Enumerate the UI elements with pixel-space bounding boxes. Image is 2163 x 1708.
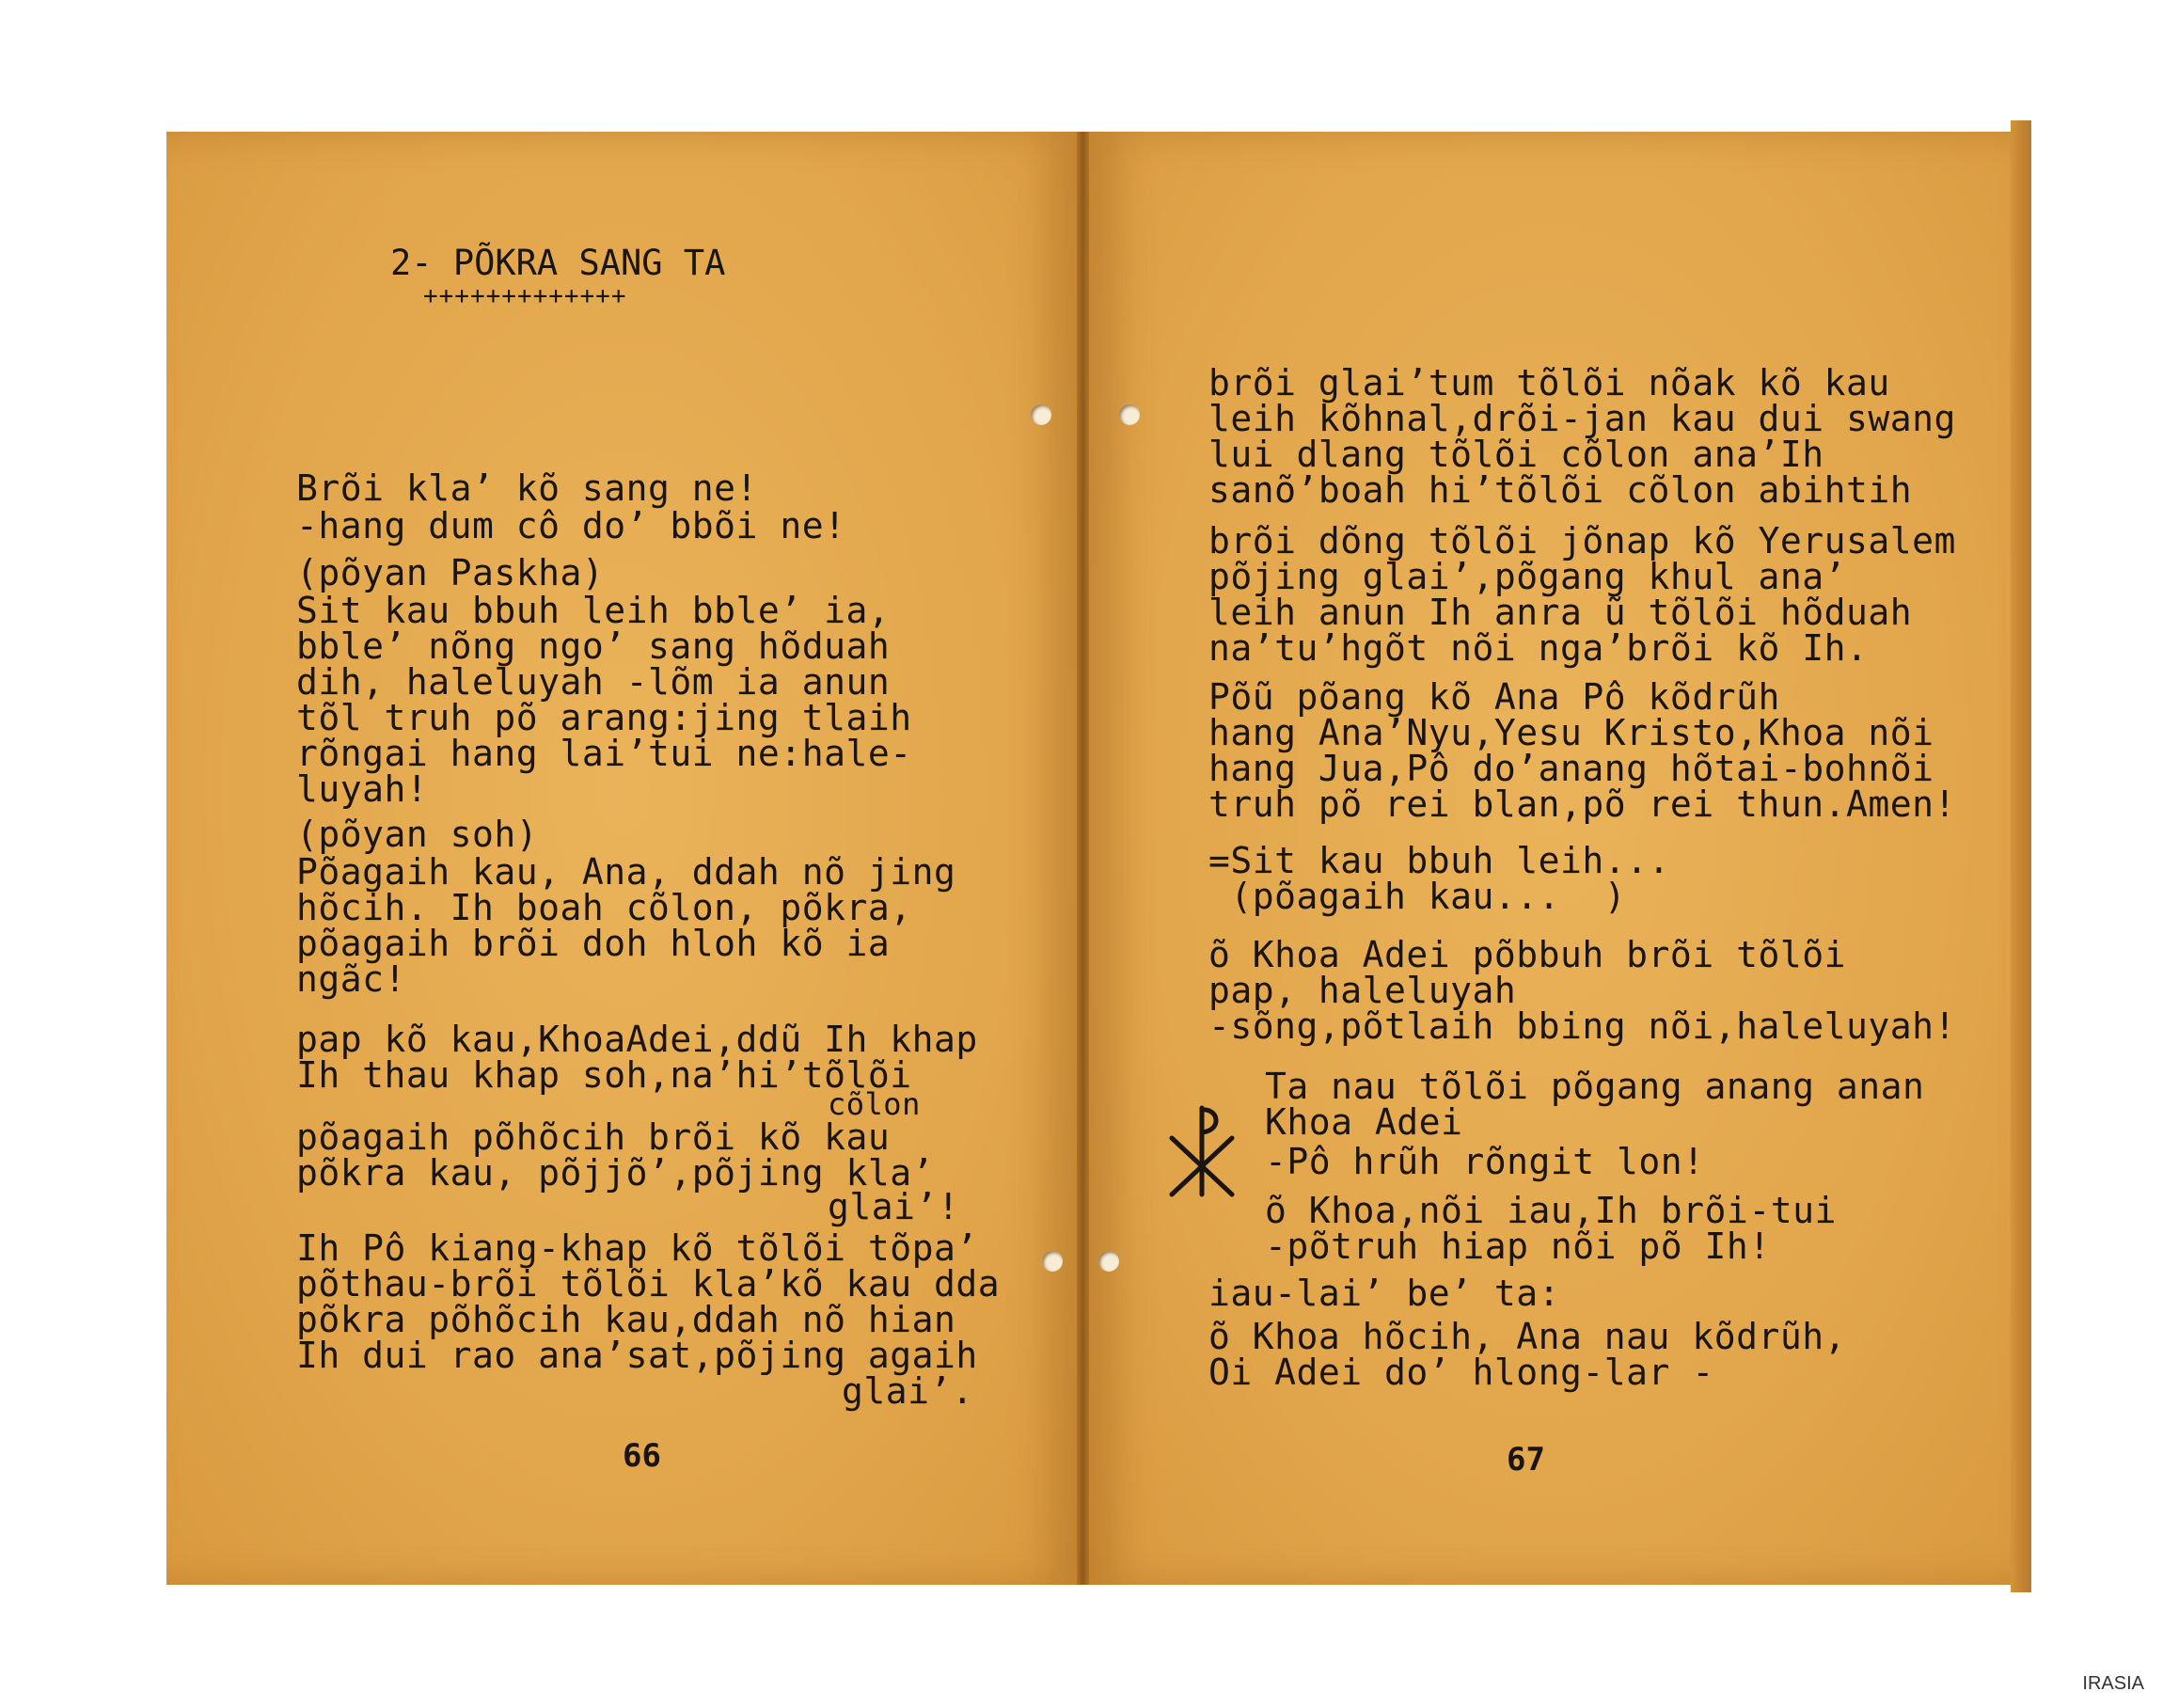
text-line: Ih thau khap soh,na’hi’tõlõi	[296, 1054, 912, 1096]
text-line: Ih Pô kiang-khap kõ tõlõi tõpa’	[296, 1227, 978, 1269]
book-gutter	[1077, 132, 1089, 1585]
text-line: ngãc!	[296, 958, 406, 1000]
text-line: lui dlang tõlõi cõlon ana’Ih	[1208, 434, 1824, 475]
binding-hole	[1119, 404, 1140, 425]
text-line: cõlon	[828, 1086, 921, 1122]
text-line: bble’ nõng ngo’ sang hõduah	[296, 625, 891, 667]
text-line: -Pô hrũh rõngit lon!	[1265, 1141, 1705, 1182]
text-line: Ih dui rao ana’sat,põjing agaih	[296, 1335, 978, 1376]
binding-hole	[1042, 1251, 1063, 1272]
watermark: IRASIA	[2082, 1673, 2144, 1694]
text-line: na’tu’hgõt nõi nga’brõi kõ Ih.	[1208, 627, 1869, 669]
text-line: sanõ’boah hi’tõlõi cõlon abihtih	[1208, 469, 1913, 511]
text-line: õ Khoa Adei põbbuh brõi tõlõi	[1208, 934, 1846, 975]
text-line: (põagaih kau... )	[1208, 876, 1627, 917]
page-number-right: 67	[1507, 1441, 1545, 1479]
text-line: luyah!	[296, 768, 429, 810]
text-line: põagaih põhõcih brõi kõ kau	[296, 1116, 891, 1158]
text-line: õ Khoa hõcih, Ana nau kõdrũh,	[1208, 1316, 1846, 1357]
text-line: põjing glai’,põgang khul ana’	[1208, 556, 1846, 597]
text-line: (põyan soh)	[296, 814, 539, 855]
text-line: =Sit kau bbuh leih...	[1208, 840, 1670, 881]
text-line: hõcih. Ih boah cõlon, põkra,	[296, 887, 912, 928]
text-line: Ta nau tõlõi põgang anang anan	[1265, 1066, 1925, 1107]
text-line: -sõng,põtlaih bbing nõi,haleluyah!	[1208, 1005, 1956, 1047]
text-line: leih anun Ih anra ũ tõlõi hõduah	[1208, 592, 1913, 633]
text-line: brõi glai’tum tõlõi nõak kõ kau	[1208, 362, 1890, 403]
text-line: põthau-brõi tõlõi kla’kõ kau dda	[296, 1263, 1001, 1305]
text-line: hang Ana’Nyu,Yesu Kristo,Khoa nõi	[1208, 712, 1934, 753]
text-line: glai’!	[828, 1186, 960, 1227]
text-line: põagaih brõi doh hloh kõ ia	[296, 923, 891, 964]
text-line: Khoa Adei	[1265, 1101, 1463, 1143]
text-line: Sit kau bbuh leih bble’ ia,	[296, 590, 891, 631]
text-line: pap, haleluyah	[1208, 970, 1517, 1011]
title-rule: +++++++++++++	[423, 282, 627, 310]
chi-rho-symbol-icon	[1164, 1100, 1239, 1199]
text-line: dih, haleluyah -lõm ia anun	[296, 661, 891, 703]
text-line: põkra põhõcih kau,ddah nõ hian	[296, 1299, 956, 1340]
text-line: rõngai hang lai’tui ne:hale-	[296, 733, 912, 774]
text-line: (põyan Paskha)	[296, 552, 605, 593]
text-line: Brõi kla’ kõ sang ne!	[296, 467, 758, 509]
page-stack-edge	[2011, 120, 2031, 1592]
text-line: glai’.	[842, 1370, 974, 1412]
text-line: pap kõ kau,KhoaAdei,ddũ Ih khap	[296, 1019, 978, 1060]
text-line: iau-lai’ be’ ta:	[1208, 1273, 1561, 1314]
binding-hole	[1031, 404, 1051, 425]
text-line: Põagaih kau, Ana, ddah nõ jing	[296, 851, 956, 893]
text-line: Põũ põang kõ Ana Pô kõdrũh	[1208, 676, 1780, 718]
text-line: põkra kau, põjjõ’,põjing kla’	[296, 1152, 934, 1194]
text-line: õ Khoa,nõi iau,Ih brõi-tui	[1265, 1190, 1837, 1231]
hymn-title: 2- PÕKRA SANG TA	[390, 243, 726, 283]
text-line: brõi dõng tõlõi jõnap kõ Yerusalem	[1208, 520, 1956, 561]
text-line: tõl truh põ arang:jing tlaih	[296, 697, 912, 738]
text-line: hang Jua,Pô do’anang hõtai-bohnõi	[1208, 748, 1934, 789]
binding-hole	[1098, 1251, 1119, 1272]
text-line: truh põ rei blan,põ rei thun.Amen!	[1208, 783, 1956, 825]
text-line: -põtruh hiap nõi põ Ih!	[1265, 1226, 1771, 1267]
page-number-left: 66	[623, 1437, 661, 1475]
text-line: leih kõhnal,drõi-jan kau dui swang	[1208, 398, 1956, 439]
text-line: -hang dum cô do’ bbõi ne!	[296, 505, 846, 546]
text-line: Oi Adei do’ hlong-lar -	[1208, 1352, 1714, 1393]
